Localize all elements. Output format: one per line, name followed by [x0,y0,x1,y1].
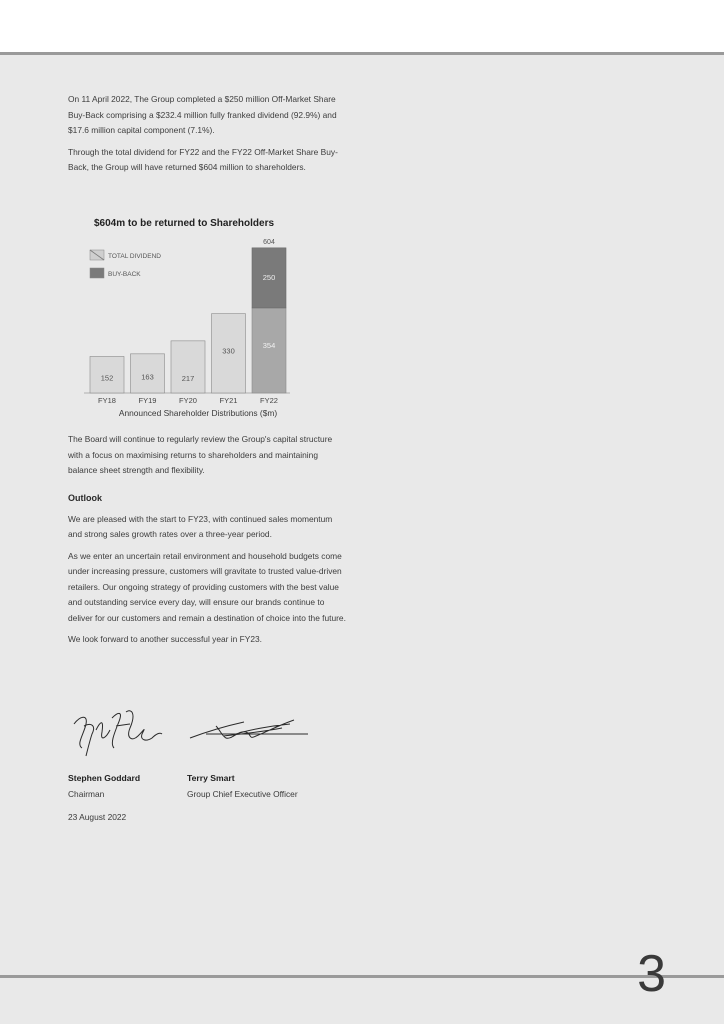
chart-canvas [68,218,328,408]
tick-label-fy19: FY19 [138,396,157,405]
bar-dividend-fy20 [171,341,205,393]
data-label-dividend-fy18: 152 [100,373,114,383]
page-number: 3 [637,945,666,1003]
paragraph-outlook-3: We look forward to another successful year in FY23. [68,634,262,644]
signature-stephen-goddard [66,704,176,760]
data-label-dividend-fy19: 163 [141,372,154,382]
legend-label-total-dividend: TOTAL DIVIDEND [108,253,161,260]
header-rule [0,52,724,55]
tick-label-fy20: FY20 [179,396,197,405]
data-label-dividend-fy20: 217 [181,373,195,383]
signatory-name-2: Terry Smart [187,773,235,783]
legend-label-buy-back: BUY-BACK [108,271,141,278]
distributions-chart [68,218,328,423]
paragraph-buyback: On 11 April 2022, The Group completed a $250 million Off-Market Share Buy-Back comprising a $232.4 million fully franked dividend (92.9%) and $17.6 million capital component (7.1%). [68,94,337,135]
paragraph-outlook-1: We are pleased with the start to FY23, with continued sales momentum and strong sales growth rates over a three-year period. [68,513,333,539]
paragraph-board: The Board will continue to regularly review the Group's capital structure with a focus on maximising returns to shareholders and maintaining balance sheet strength and flexibility. [68,434,333,475]
signatory-role-1: Chairman [68,789,105,799]
outlook-heading: Outlook [68,492,102,503]
text-column-bottom [68,432,348,654]
bar-dividend-fy22 [252,308,286,393]
data-label-dividend-fy21: 330 [222,346,235,356]
paragraph-total-return: Through the total dividend for FY22 and the FY22 Off-Market Share Buy-Back, the Group will have returned $604 million to shareholders. [68,146,338,172]
tick-label-fy21: FY21 [219,396,238,405]
signatory-name-1: Stephen Goddard [68,773,141,783]
signatory-role-2: Group Chief Executive Officer [187,789,298,799]
footer-rule [0,975,724,978]
chart-title: $604m to be returned to Shareholders [94,218,275,229]
legend-swatch-buy-back [90,268,104,278]
data-label-total-fy22: 604 [263,238,275,246]
data-label-buyback-fy22: 250 [262,272,276,282]
tick-label-fy18: FY18 [98,396,116,405]
signature-terry-smart [186,712,310,746]
page-header-band [0,0,724,52]
data-label-dividend-fy22: 354 [262,340,276,350]
text-column-top [68,92,348,182]
tick-label-fy22: FY22 [260,396,278,405]
paragraph-outlook-2: As we enter an uncertain retail environment and household budgets come under increasing pressure, customers will gravitate to trusted value-driven retailers. Our ongoing strategy of providing customers with the best value and outstanding service every day, will ensure our brands continue to deliver for our customers and remain a destination of choice into the future. [68,550,346,623]
chart-x-axis-label: Announced Shareholder Distributions ($m) [118,408,278,418]
report-date: 23 August 2022 [68,812,127,822]
